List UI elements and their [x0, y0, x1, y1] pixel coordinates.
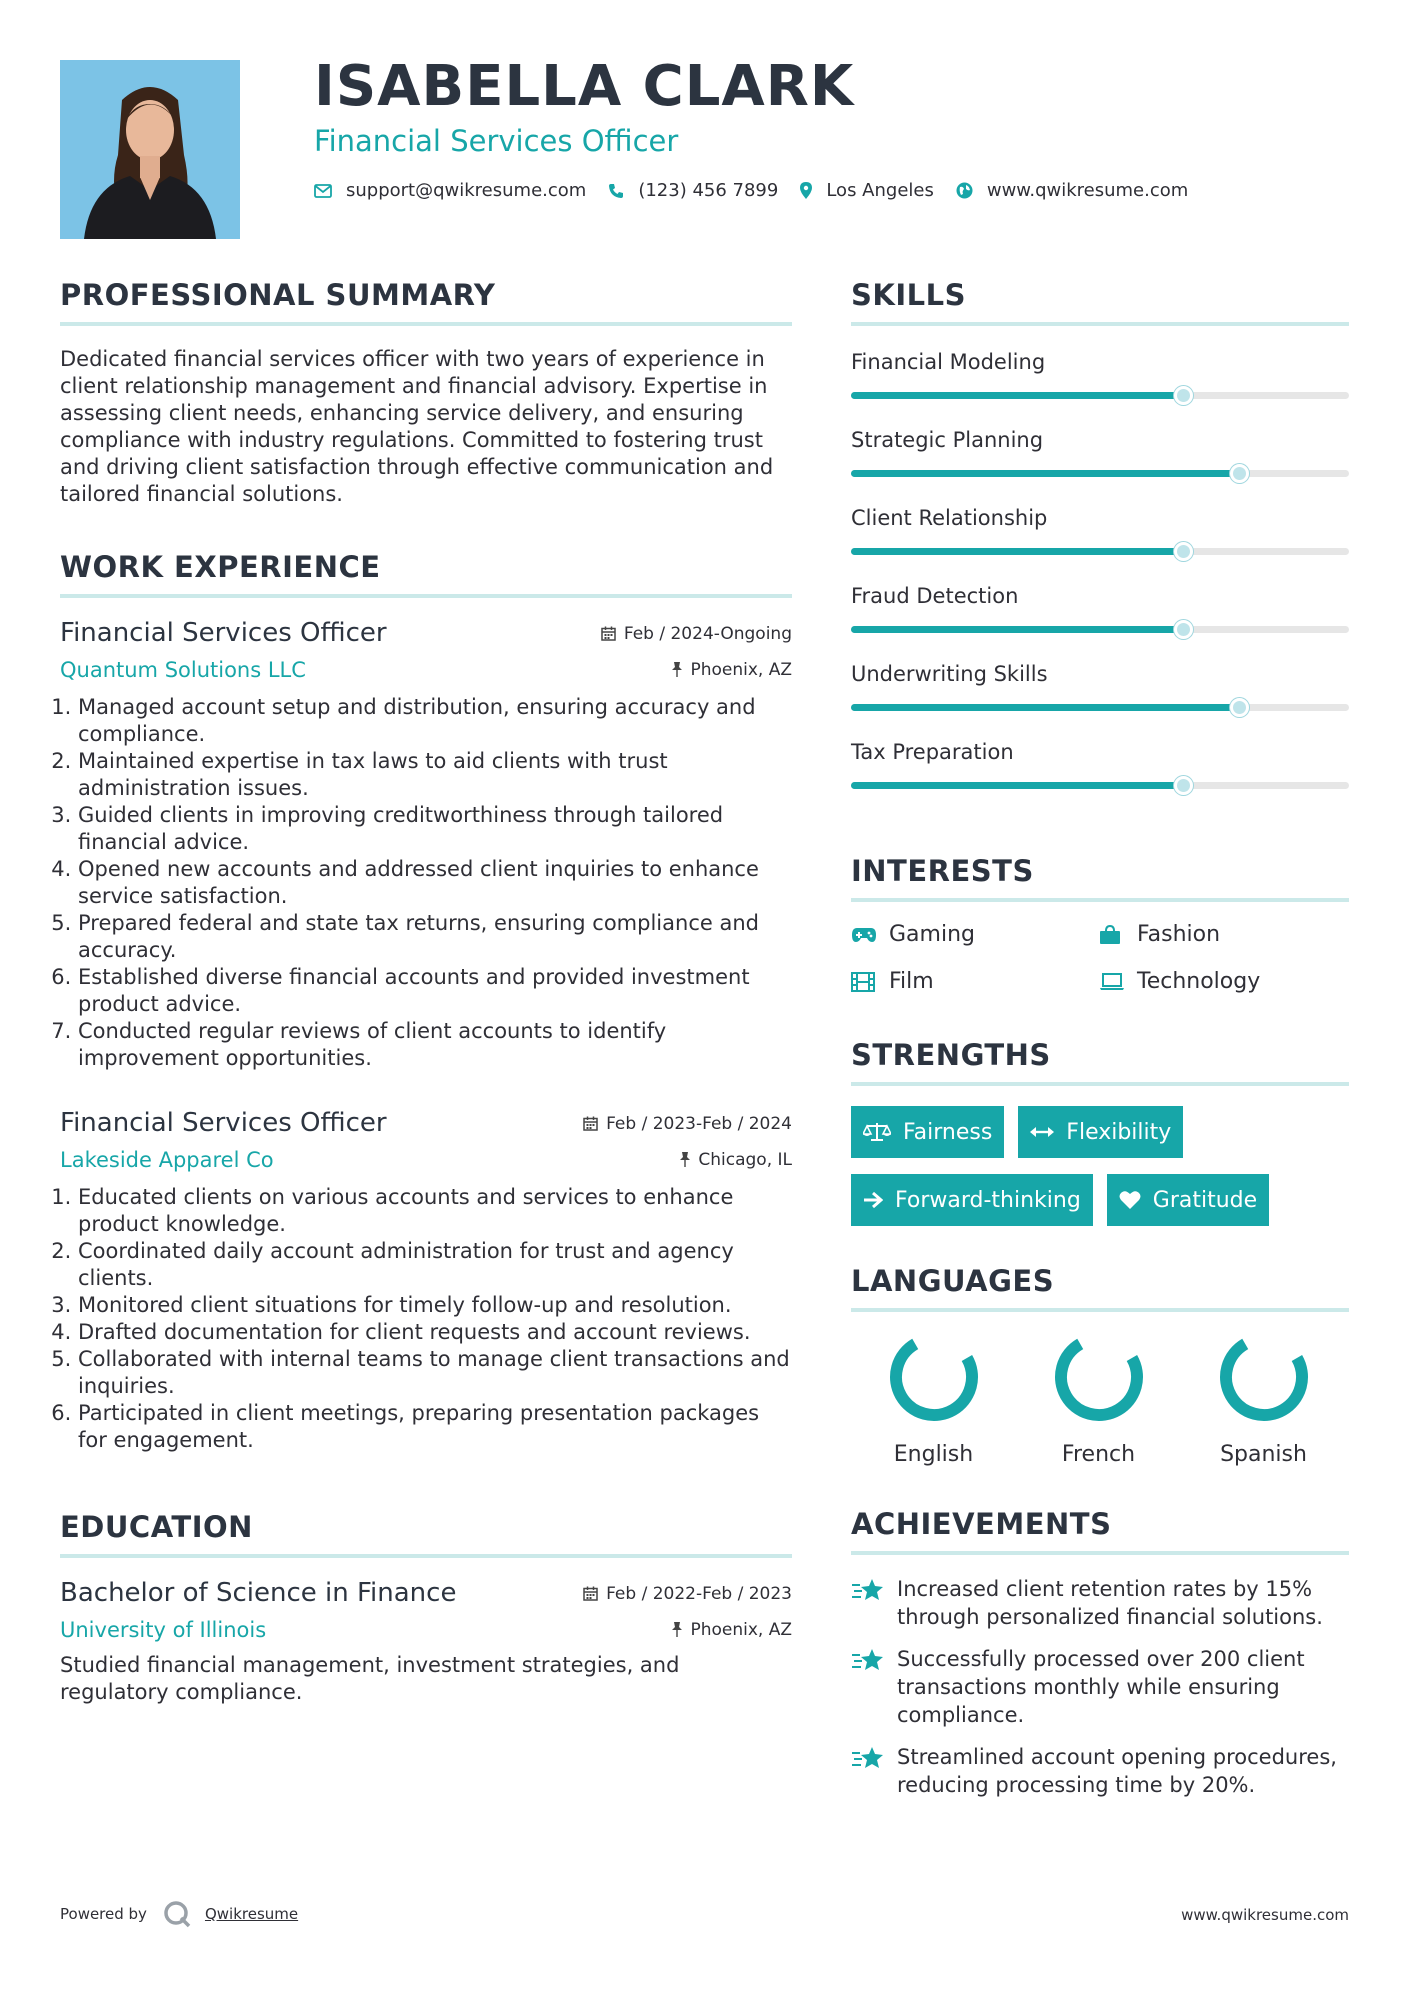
- interest-item: [1099, 922, 1347, 947]
- education-location: [672, 1620, 792, 1640]
- arrows-horizontal-icon: [1030, 1125, 1054, 1139]
- section-divider: [851, 1082, 1349, 1086]
- language-item: [1016, 1332, 1181, 1467]
- work-experience-section: [60, 550, 792, 1454]
- skills-section: [851, 278, 1349, 814]
- right-column: [851, 278, 1349, 1813]
- shooting-star-icon: [851, 1743, 897, 1799]
- job-date-text: Feb / 2024-Ongoing: [623, 623, 792, 644]
- skill-bar-fill: [851, 548, 1183, 555]
- calendar-icon: [583, 1116, 598, 1131]
- skill-name: Tax Preparation: [851, 740, 1014, 764]
- strengths-section: [851, 1038, 1349, 1226]
- contact-phone[interactable]: (123) 456 7899: [638, 180, 779, 201]
- job-bullets: [60, 694, 792, 1072]
- education-section: [60, 1510, 792, 1706]
- section-divider: [851, 898, 1349, 902]
- degree-name: Bachelor of Science in Finance: [60, 1578, 457, 1608]
- list-item: 1. Educated clients on various accounts and services to enhance product knowledge.: [78, 1184, 792, 1238]
- map-pin-icon: [800, 182, 812, 199]
- strength-chip: [851, 1174, 1093, 1226]
- globe-icon: [956, 182, 973, 199]
- skill-name: Fraud Detection: [851, 584, 1019, 608]
- achievement-text: Increased client retention rates by 15% through personalized financial solutions.: [897, 1577, 1323, 1629]
- skill-bar-fill: [851, 704, 1239, 711]
- skill-name: Financial Modeling: [851, 350, 1046, 374]
- footer-website[interactable]: www.qwikresume.com: [1181, 1906, 1349, 1924]
- list-item: 3. Guided clients in improving creditworthiness through tailored financial advice.: [78, 802, 792, 856]
- section-divider: [851, 322, 1349, 326]
- skill-bar-knob: [1230, 464, 1249, 483]
- skill-bar-fill: [851, 470, 1239, 477]
- brand-link[interactable]: Qwikresume: [204, 1905, 299, 1923]
- list-item: 7. Conducted regular reviews of client accounts to identify improvement opportunities.: [78, 1018, 792, 1072]
- achievement-item: [851, 1743, 1349, 1799]
- skill-item: [851, 658, 1349, 736]
- strength-label: Gratitude: [1152, 1187, 1258, 1213]
- arrow-right-icon: [863, 1191, 883, 1209]
- section-heading: EDUCATION: [60, 1510, 253, 1544]
- school-name: University of Illinois: [60, 1618, 267, 1642]
- interests-section: [851, 854, 1349, 994]
- pushpin-icon: [680, 1152, 690, 1167]
- skill-bar: [851, 392, 1349, 399]
- job-location-text: Phoenix, AZ: [690, 659, 792, 680]
- language-item: [851, 1332, 1016, 1467]
- calendar-icon: [601, 626, 616, 641]
- education-date-text: Feb / 2022-Feb / 2023: [606, 1583, 792, 1604]
- education-date: [583, 1584, 792, 1604]
- list-item: 5. Collaborated with internal teams to manage client transactions and inquiries.: [78, 1346, 792, 1400]
- job-bullets: [60, 1184, 792, 1454]
- contact-website[interactable]: www.qwikresume.com: [986, 180, 1189, 201]
- skill-name: Underwriting Skills: [851, 662, 1048, 686]
- strength-label: Forward-thinking: [895, 1187, 1081, 1213]
- section-heading: PROFESSIONAL SUMMARY: [60, 278, 496, 312]
- laptop-icon: [1099, 973, 1137, 991]
- achievement-item: [851, 1575, 1349, 1631]
- skill-item: [851, 346, 1349, 424]
- language-label: French: [1061, 1442, 1136, 1467]
- skill-bar-fill: [851, 782, 1183, 789]
- list-item: 1. Managed account setup and distribution, ensuring accuracy and compliance.: [78, 694, 792, 748]
- section-heading: SKILLS: [851, 278, 966, 312]
- list-item: 3. Monitored client situations for timely follow-up and resolution.: [78, 1292, 792, 1319]
- list-item: 5. Prepared federal and state tax returns, ensuring compliance and accuracy.: [78, 910, 792, 964]
- skill-bar-fill: [851, 626, 1183, 633]
- job-entry: [60, 618, 792, 1072]
- list-item: 6. Established diverse financial accounts and provided investment product advice.: [78, 964, 792, 1018]
- interest-item: [851, 969, 1099, 994]
- languages-section: [851, 1264, 1349, 1467]
- candidate-name: ISABELLA CLARK: [314, 54, 855, 119]
- job-role: Financial Services Officer: [60, 1108, 387, 1138]
- job-entry: [60, 1108, 792, 1454]
- section-heading: STRENGTHS: [851, 1038, 1051, 1072]
- interest-label: Film: [889, 969, 934, 994]
- skill-bar: [851, 704, 1349, 711]
- strength-chip: [1018, 1106, 1183, 1158]
- calendar-icon: [583, 1586, 598, 1601]
- job-location: [680, 1150, 792, 1170]
- achievement-text: Successfully processed over 200 client transactions monthly while ensuring compliance.: [897, 1647, 1305, 1727]
- list-item: 2. Coordinated daily account administration for trust and agency clients.: [78, 1238, 792, 1292]
- left-column: [60, 278, 792, 1706]
- skill-item: [851, 580, 1349, 658]
- section-heading: WORK EXPERIENCE: [60, 550, 381, 584]
- list-item: 2. Maintained expertise in tax laws to aid clients with trust administration issues.: [78, 748, 792, 802]
- interest-label: Fashion: [1137, 922, 1221, 947]
- section-divider: [60, 594, 792, 598]
- section-heading: ACHIEVEMENTS: [851, 1507, 1112, 1541]
- heart-icon: [1119, 1190, 1141, 1210]
- skill-name: Client Relationship: [851, 506, 1048, 530]
- job-location-text: Chicago, IL: [698, 1149, 792, 1170]
- job-date-text: Feb / 2023-Feb / 2024: [606, 1113, 792, 1134]
- section-heading: LANGUAGES: [851, 1264, 1055, 1298]
- strength-label: Fairness: [903, 1119, 993, 1145]
- language-level-ring: [889, 1332, 979, 1422]
- section-divider: [851, 1308, 1349, 1312]
- skill-name: Strategic Planning: [851, 428, 1044, 452]
- company-name: Lakeside Apparel Co: [60, 1148, 274, 1172]
- list-item: 6. Participated in client meetings, preparing presentation packages for engagement.: [78, 1400, 792, 1454]
- education-location-text: Phoenix, AZ: [690, 1619, 792, 1640]
- skill-bar-fill: [851, 392, 1183, 399]
- section-divider: [851, 1551, 1349, 1555]
- language-level-ring: [1054, 1332, 1144, 1422]
- strength-chip: [851, 1106, 1004, 1158]
- powered-by-label: Powered by: [60, 1905, 147, 1923]
- achievement-text: Streamlined account opening procedures, reducing processing time by 20%.: [897, 1745, 1337, 1797]
- pushpin-icon: [672, 1622, 682, 1637]
- summary-text: Dedicated financial services officer with two years of experience in client relationship management and financial advisory. Expertise in assessing client needs, enhancing service delivery, and ensuring compliance with industry regulations. Committed to fostering trust and driving client satisfaction through effective communication and tailored financial solutions.: [60, 347, 774, 506]
- film-icon: [851, 972, 889, 992]
- skill-bar: [851, 548, 1349, 555]
- shooting-star-icon: [851, 1645, 897, 1729]
- skill-bar: [851, 626, 1349, 633]
- contact-bar: [314, 180, 1210, 201]
- skills-list: [851, 346, 1349, 814]
- skill-bar: [851, 470, 1349, 477]
- interest-item: [851, 922, 1099, 947]
- shooting-star-icon: [851, 1575, 897, 1631]
- education-description: Studied financial management, investment strategies, and regulatory compliance.: [60, 1653, 680, 1704]
- strength-chip: [1107, 1174, 1269, 1226]
- footer-powered-by: [60, 1900, 298, 1928]
- contact-email[interactable]: support@qwikresume.com: [346, 180, 587, 201]
- person-portrait-icon: [60, 60, 240, 239]
- section-divider: [60, 1554, 792, 1558]
- achievement-item: [851, 1645, 1349, 1729]
- profile-photo: [60, 60, 240, 239]
- skill-bar-knob: [1174, 776, 1193, 795]
- interest-label: Technology: [1137, 969, 1261, 994]
- shopping-bag-icon: [1099, 925, 1137, 945]
- qwikresume-logo-icon: [163, 1900, 191, 1928]
- language-level-ring: [1219, 1332, 1309, 1422]
- pushpin-icon: [672, 662, 682, 677]
- skill-bar-knob: [1174, 620, 1193, 639]
- job-date: [583, 1114, 792, 1134]
- skill-item: [851, 424, 1349, 502]
- company-name: Quantum Solutions LLC: [60, 658, 306, 682]
- skill-bar-knob: [1174, 386, 1193, 405]
- language-label: English: [893, 1442, 974, 1467]
- interest-item: [1099, 969, 1347, 994]
- job-date: [601, 624, 792, 644]
- skill-bar: [851, 782, 1349, 789]
- list-item: 4. Drafted documentation for client requests and account reviews.: [78, 1319, 792, 1346]
- interest-label: Gaming: [889, 922, 975, 947]
- job-role: Financial Services Officer: [60, 618, 387, 648]
- gamepad-icon: [851, 926, 889, 944]
- section-divider: [60, 322, 792, 326]
- contact-location: Los Angeles: [826, 180, 934, 201]
- professional-summary-section: [60, 278, 792, 508]
- language-item: [1181, 1332, 1346, 1467]
- candidate-title: Financial Services Officer: [314, 124, 679, 158]
- balance-scale-icon: [863, 1122, 891, 1142]
- job-location: [672, 660, 792, 680]
- section-heading: INTERESTS: [851, 854, 1034, 888]
- strength-label: Flexibility: [1066, 1119, 1172, 1145]
- list-item: 4. Opened new accounts and addressed client inquiries to enhance service satisfaction.: [78, 856, 792, 910]
- phone-icon: [608, 183, 624, 199]
- skill-item: [851, 736, 1349, 814]
- skill-bar-knob: [1230, 698, 1249, 717]
- achievements-section: [851, 1507, 1349, 1799]
- skill-item: [851, 502, 1349, 580]
- skill-bar-knob: [1174, 542, 1193, 561]
- envelope-icon: [314, 184, 332, 198]
- language-label: Spanish: [1220, 1442, 1307, 1467]
